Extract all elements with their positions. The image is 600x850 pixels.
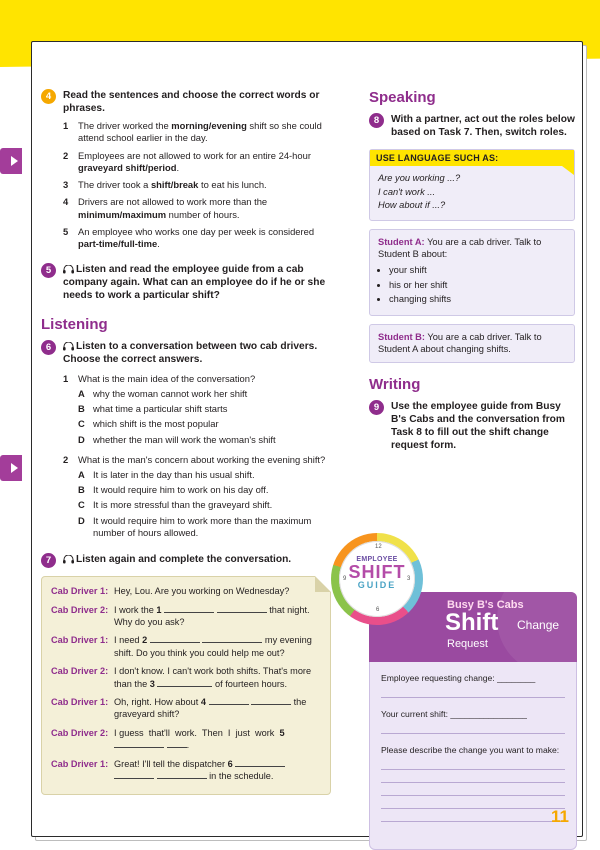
speaking-heading: Speaking bbox=[369, 89, 436, 106]
choice-text: It would require him to work on his day off. bbox=[93, 484, 269, 496]
answer-choice[interactable] bbox=[78, 388, 331, 400]
speaker-label: Cab Driver 1: bbox=[51, 696, 109, 707]
item-text-post: . bbox=[157, 238, 160, 250]
answer-choice[interactable] bbox=[78, 469, 331, 481]
exercise-7 bbox=[41, 553, 331, 566]
speaker-text: Hey, Lou. Are you working on Wednesday? bbox=[114, 586, 290, 597]
speaker-text[interactable]: Great! I'll tell the dispatcher 6 in the schedule. bbox=[114, 758, 321, 783]
speaker-label: Cab Driver 2: bbox=[51, 727, 109, 738]
dialog-line bbox=[51, 727, 321, 752]
dialog-card bbox=[41, 576, 331, 795]
student-a-box bbox=[369, 229, 575, 316]
list-item bbox=[63, 196, 331, 221]
choice-letter: B bbox=[78, 484, 85, 496]
speaker-text[interactable]: I don't know. I can't work both shifts. That's more than the 3 of fourteen hours. bbox=[114, 666, 312, 689]
use-language-line: Are you working ...? bbox=[378, 173, 461, 183]
student-a-label: Student A: bbox=[378, 236, 425, 247]
choice-text: which shift is the most popular bbox=[93, 418, 219, 430]
shift-change-request-form bbox=[369, 592, 577, 850]
answer-choice[interactable] bbox=[78, 403, 331, 415]
list-item bbox=[63, 179, 331, 191]
dialog-line bbox=[51, 585, 321, 597]
exercise-4-direction: Read the sentences and choose the correct words or phrases. bbox=[63, 90, 320, 114]
speaker-text[interactable]: Oh, right. How about 4 the graveyard shift? bbox=[114, 696, 307, 720]
choice-text: why the woman cannot work her shift bbox=[93, 387, 248, 399]
right-column bbox=[369, 89, 575, 462]
item-text-pre: Employees are not allowed to work for an entire 24-hour bbox=[78, 149, 311, 161]
exercise-5-text: Listen and read the employee guide from a cab company again. What can an employee do if he or she needs to work a particular shift? bbox=[63, 263, 326, 301]
exercise-6 bbox=[41, 340, 331, 539]
item-choice-bold: graveyard shift/period bbox=[78, 161, 177, 173]
question-number: 1 bbox=[63, 372, 69, 384]
left-tab-marker-2 bbox=[0, 455, 22, 481]
form-title-change: Change bbox=[517, 618, 560, 632]
exercise-7-text: Listen again and complete the conversation. bbox=[76, 554, 292, 566]
exercise-5-direction bbox=[63, 263, 331, 302]
speaker-label: Cab Driver 1: bbox=[51, 758, 109, 769]
choice-text: what time a particular shift starts bbox=[93, 403, 228, 415]
student-b-text: You are a cab driver. Talk to Student A about changing shifts. bbox=[378, 331, 542, 354]
form-field-line[interactable] bbox=[381, 796, 565, 809]
exercise-9 bbox=[369, 400, 575, 452]
choice-text: whether the man will work the woman's shift bbox=[93, 433, 276, 445]
speaker-text[interactable]: I work the 1 that night. Why do you ask? bbox=[114, 604, 310, 627]
speaker-label: Cab Driver 2: bbox=[51, 604, 109, 615]
exercise-5 bbox=[41, 263, 331, 302]
list-item: • your shift bbox=[389, 264, 566, 276]
left-column bbox=[41, 89, 331, 795]
answer-choices bbox=[78, 388, 331, 446]
speaker-label: Cab Driver 1: bbox=[51, 635, 109, 646]
item-choice-bold: morning/evening bbox=[171, 120, 247, 131]
clock-number-6: 6 bbox=[376, 607, 380, 613]
answer-choice[interactable] bbox=[78, 434, 331, 446]
form-field-line[interactable] bbox=[381, 757, 565, 770]
answer-choices bbox=[78, 469, 331, 539]
clock-number-12: 12 bbox=[375, 544, 382, 550]
choice-letter: A bbox=[78, 387, 85, 399]
headphones-icon bbox=[63, 554, 74, 563]
form-field-line[interactable] bbox=[381, 809, 565, 822]
item-number: 1 bbox=[63, 120, 69, 131]
list-item bbox=[63, 454, 331, 539]
choice-letter: D bbox=[78, 514, 85, 526]
question-stem: What is the main idea of the conversation? bbox=[78, 372, 256, 384]
exercise-6-number: 6 bbox=[41, 340, 56, 355]
form-field-label-describe: Please describe the change you want to make: bbox=[381, 745, 560, 755]
page-sheet bbox=[31, 41, 583, 837]
choice-letter: C bbox=[78, 499, 85, 511]
student-a-bullets bbox=[378, 264, 566, 305]
item-text-post: . bbox=[176, 161, 180, 173]
form-brand: Busy B's Cabs bbox=[447, 599, 524, 611]
choice-text: It is later in the day than his usual shift. bbox=[93, 469, 255, 481]
speaker-label: Cab Driver 1: bbox=[51, 586, 109, 597]
student-b-label: Student B: bbox=[378, 331, 425, 342]
item-text-post: to eat his lunch. bbox=[198, 179, 267, 191]
item-choice-bold: part-time/full-time bbox=[78, 238, 158, 250]
clock-line-shift: SHIFT bbox=[348, 562, 406, 582]
form-field-line[interactable] bbox=[381, 721, 565, 734]
list-item bbox=[63, 226, 331, 251]
speaker-label: Cab Driver 2: bbox=[51, 666, 109, 677]
exercise-6-questions bbox=[63, 373, 331, 539]
list-item bbox=[63, 120, 331, 145]
headphones-icon bbox=[63, 341, 74, 350]
left-tab-marker-1 bbox=[0, 148, 22, 174]
employee-shift-guide-clock bbox=[331, 533, 423, 625]
item-number: 3 bbox=[63, 179, 69, 191]
form-title-request: Request bbox=[447, 638, 488, 650]
clock-number-9: 9 bbox=[343, 576, 347, 582]
item-text-pre: The driver took a bbox=[78, 179, 151, 191]
form-field-line[interactable] bbox=[381, 783, 565, 796]
list-item: • changing shifts bbox=[389, 293, 566, 305]
form-body bbox=[369, 662, 577, 822]
answer-choice[interactable] bbox=[78, 484, 331, 496]
student-b-box bbox=[369, 324, 575, 364]
item-text-post: number of hours. bbox=[166, 208, 240, 220]
choice-letter: A bbox=[78, 469, 85, 481]
clock-number-3: 3 bbox=[407, 576, 411, 582]
answer-choice[interactable] bbox=[78, 418, 331, 430]
list-item bbox=[63, 150, 331, 175]
form-field-label-current-shift: Your current shift: ________________ bbox=[381, 709, 527, 719]
item-number: 4 bbox=[63, 196, 69, 208]
clock-line-guide: GUIDE bbox=[357, 580, 397, 590]
clock-line-employee: EMPLOYEE bbox=[356, 556, 398, 563]
list-item bbox=[63, 373, 331, 446]
item-text-pre: Drivers are not allowed to work more than the bbox=[78, 196, 268, 208]
choice-letter: C bbox=[78, 418, 85, 430]
choice-letter: B bbox=[78, 403, 85, 415]
form-title-shift: Shift bbox=[445, 609, 499, 636]
answer-choice[interactable] bbox=[78, 515, 331, 539]
dialog-line bbox=[51, 604, 321, 629]
student-a-text: You are a cab driver. Talk to Student B about: bbox=[378, 236, 542, 259]
exercise-9-number: 9 bbox=[369, 400, 384, 415]
exercise-4-number: 4 bbox=[41, 89, 56, 104]
form-field-line[interactable] bbox=[381, 685, 565, 698]
question-number: 2 bbox=[63, 453, 69, 465]
item-text-pre: The driver worked the bbox=[78, 120, 172, 131]
form-field-label-employee: Employee requesting change: ________ bbox=[381, 673, 536, 683]
use-language-box bbox=[369, 149, 575, 221]
page-number: 11 bbox=[551, 807, 569, 826]
exercise-8-number: 8 bbox=[369, 113, 384, 128]
item-text-post: shift so she could attend school earlier in the day. bbox=[78, 120, 322, 144]
choice-text: It would require him to work more than the maximum number of hours allowed. bbox=[93, 514, 312, 538]
exercise-4-items bbox=[63, 120, 331, 251]
item-number: 2 bbox=[63, 149, 69, 161]
use-language-title: USE LANGUAGE SUCH AS: bbox=[370, 150, 574, 166]
dialog-line bbox=[51, 665, 321, 690]
exercise-7-number: 7 bbox=[41, 553, 56, 568]
use-language-line: I can't work ... bbox=[378, 186, 436, 197]
item-text-pre: An employee who works one day per week is considered bbox=[78, 226, 315, 238]
item-choice-bold: shift/break bbox=[150, 179, 199, 191]
choice-text: It is more stressful than the graveyard shift. bbox=[93, 499, 273, 511]
speaker-text[interactable]: I guess that'll work. Then I just work 5 . bbox=[114, 727, 285, 751]
exercise-4 bbox=[41, 89, 331, 251]
dialog-line bbox=[51, 634, 321, 659]
exercise-5-number: 5 bbox=[41, 263, 56, 278]
dialog-line bbox=[51, 758, 321, 783]
exercise-7-direction bbox=[63, 553, 331, 566]
list-item: • his or her shift bbox=[389, 279, 566, 291]
writing-heading: Writing bbox=[369, 376, 421, 394]
exercise-6-text: Listen to a conversation between two cab drivers. Choose the correct answers. bbox=[63, 340, 318, 365]
headphones-icon bbox=[63, 264, 74, 273]
speaker-text[interactable]: I need 2 my evening shift. Do you think you could help me out? bbox=[114, 635, 312, 658]
clock-label bbox=[339, 555, 415, 590]
item-number: 5 bbox=[63, 226, 69, 238]
listening-heading: Listening bbox=[41, 315, 108, 333]
question-stem: What is the man's concern about working the evening shift? bbox=[78, 453, 326, 465]
answer-choice[interactable] bbox=[78, 499, 331, 511]
form-field-line[interactable] bbox=[381, 770, 565, 783]
choice-letter: D bbox=[78, 433, 85, 445]
dialog-line bbox=[51, 696, 321, 721]
exercise-6-direction bbox=[63, 340, 331, 366]
exercise-8 bbox=[369, 113, 575, 139]
use-language-lines bbox=[370, 166, 574, 220]
exercise-8-direction: With a partner, act out the roles below based on Task 7. Then, switch roles. bbox=[391, 114, 575, 138]
item-choice-bold: minimum/maximum bbox=[78, 208, 167, 220]
use-language-line: How about if ...? bbox=[378, 200, 446, 210]
exercise-9-direction: Use the employee guide from Busy B's Cabs and the conversation from Task 8 to fill out the shift change request form. bbox=[391, 401, 565, 452]
